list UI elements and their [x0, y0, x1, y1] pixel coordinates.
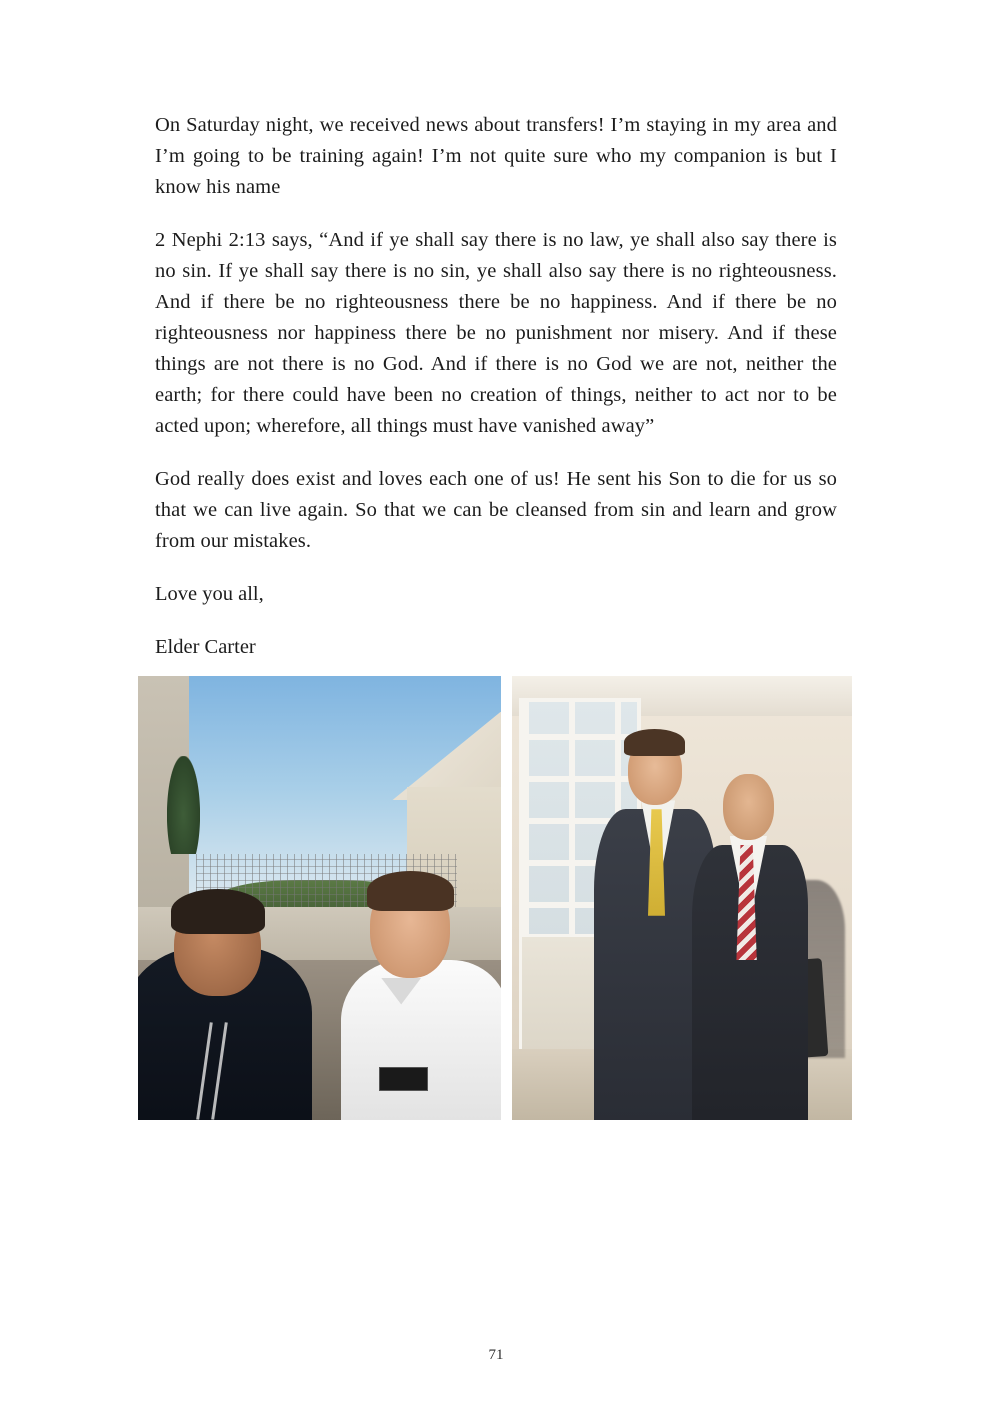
young-man-hair [624, 729, 685, 756]
photo-left-artwork [138, 676, 501, 1120]
tree-foliage [167, 756, 200, 854]
photo-selfie-two-men-outdoors [138, 676, 501, 1120]
signature-line: Elder Carter [155, 636, 256, 658]
man-left-hair [171, 889, 265, 933]
paragraph-transfers: On Saturday night, we received news about transfers! I’m staying in my area and I’m going to be training again! I’m not quite sure who my companion is but I know his name [155, 114, 837, 198]
paragraph-testimony: God really does exist and loves each one of us! He sent his Son to die for us so that we can live again. So that we can be cleansed from sin and learn and grow from our mistakes. [155, 468, 837, 552]
photo-right-artwork [512, 676, 852, 1120]
page-content [155, 110, 837, 685]
page-number: 71 [488, 1347, 504, 1363]
closing-line: Love you all, [155, 583, 264, 605]
older-man-head [723, 774, 774, 841]
missionary-name-badge [379, 1067, 428, 1091]
man-right-torso [341, 960, 501, 1120]
man-right-hair [367, 871, 454, 911]
paragraph-scripture-quote: 2 Nephi 2:13 says, “And if ye shall say there is no law, ye shall also say there is no sin. If ye shall say there is no sin, ye shall also say there is no righteousness. And if there be no righteousness there be no happiness. And if there be no righteousness nor happiness there be no punishment nor misery. And if these things are not there is no God. And if there is no God we are not, neither the earth; for there could have been no creation of things, neither to act nor to be acted upon; wherefore, all things must have vanished away” [155, 229, 837, 437]
photo-two-men-suits-indoors [512, 676, 852, 1120]
photo-row [138, 676, 852, 1120]
